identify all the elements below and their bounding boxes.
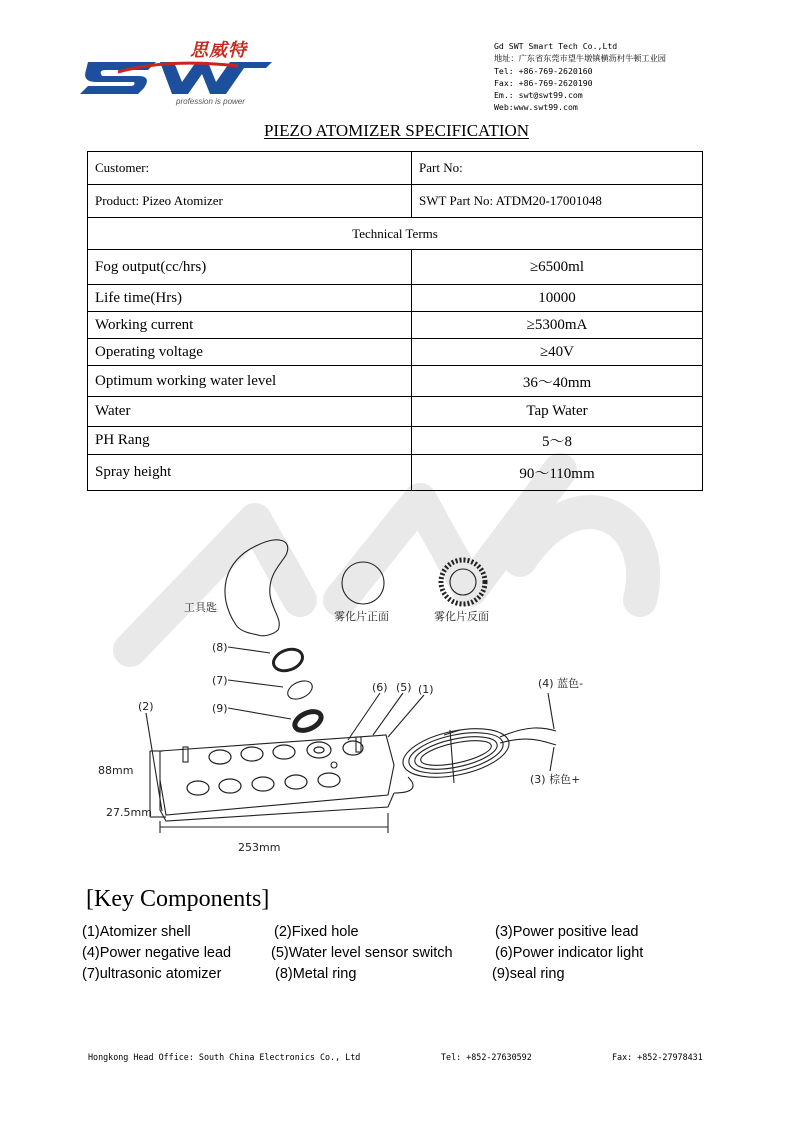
seal-ring-icon <box>292 708 324 734</box>
callout-2: (2) <box>138 700 154 713</box>
company-name: Gd SWT Smart Tech Co.,Ltd <box>494 41 618 51</box>
table-row <box>88 397 703 427</box>
spec-value: ≥40V <box>412 339 703 366</box>
callout-5: (5) <box>396 681 412 694</box>
list-row <box>82 945 702 966</box>
company-logo <box>78 36 278 110</box>
disc-back-icon <box>441 560 485 604</box>
table-row <box>88 152 703 185</box>
disc-back-label: 雾化片反面 <box>434 610 489 623</box>
dim-length-label: 253mm <box>238 841 281 854</box>
logo-slogan: profession is power <box>176 97 245 106</box>
logo-chinese-name: 思威特 <box>190 40 247 61</box>
atomizer-drawing <box>88 525 700 865</box>
footer-office: Hongkong Head Office: South China Electronics Co., Ltd <box>88 1052 361 1062</box>
spec-label: Fog output(cc/hrs) <box>88 250 412 285</box>
list-item: (1)Atomizer shell <box>82 924 191 940</box>
spec-label: Optimum working water level <box>88 366 412 397</box>
disc-front-label: 雾化片正面 <box>334 610 389 623</box>
spec-value: ≥6500ml <box>412 250 703 285</box>
tool-key-label: 工具匙 <box>184 601 217 614</box>
spec-label: PH Rang <box>88 427 412 455</box>
company-contact-block <box>494 40 666 114</box>
table-row <box>88 285 703 312</box>
table-row <box>88 218 703 250</box>
spec-label: Working current <box>88 312 412 339</box>
company-address: 地址：广东省东莞市望牛墩镇横沥村牛顿工业园 <box>494 53 666 64</box>
company-tel: Tel: +86-769-2620160 <box>494 65 593 76</box>
list-item: (5)Water level sensor switch <box>271 945 453 961</box>
spec-value: Tap Water <box>412 397 703 427</box>
table-row <box>88 366 703 397</box>
atomizer-body <box>160 735 394 821</box>
document-title: PIEZO ATOMIZER SPECIFICATION <box>263 121 530 140</box>
company-email: Em.: swt@swt99.com <box>494 90 583 101</box>
key-components-list <box>82 924 702 987</box>
callout-6: (6) <box>372 681 388 694</box>
spec-label: Life time(Hrs) <box>88 285 412 312</box>
callout-8: (8) <box>212 641 228 654</box>
spec-label: Water <box>88 397 412 427</box>
spec-label: Operating voltage <box>88 339 412 366</box>
table-row <box>88 250 703 285</box>
list-item: (6)Power indicator light <box>495 945 644 961</box>
dim-base-label: 27.5mm <box>106 806 152 819</box>
table-row <box>88 185 703 218</box>
technical-terms-header: Technical Terms <box>88 218 703 250</box>
dim-height-label: 88mm <box>98 764 134 777</box>
metal-ring-icon <box>270 645 305 674</box>
tool-key-icon <box>225 540 288 636</box>
key-components-title: [Key Components] <box>86 886 270 912</box>
list-item: (9)seal ring <box>492 966 565 982</box>
list-row <box>82 924 702 945</box>
part-no-cell: Part No: <box>412 152 703 185</box>
positive-lead-label: (3) 棕色+ <box>530 773 581 786</box>
callout-7: (7) <box>212 674 228 687</box>
company-web: Web:www.swt99.com <box>494 102 578 113</box>
list-item: (7)ultrasonic atomizer <box>82 966 222 982</box>
footer-fax: Fax: +852-27978431 <box>612 1052 703 1062</box>
company-fax: Fax: +86-769-2620190 <box>494 77 593 88</box>
table-row <box>88 339 703 366</box>
product-cell: Product: Pizeo Atomizer <box>88 185 412 218</box>
list-row <box>82 966 702 987</box>
customer-cell: Customer: <box>88 152 412 185</box>
table-row <box>88 427 703 455</box>
atomizer-disc-icon <box>285 677 315 702</box>
spec-value: ≥5300mA <box>412 312 703 339</box>
list-item: (3)Power positive lead <box>495 924 639 940</box>
list-item: (8)Metal ring <box>275 966 357 982</box>
swt-part-no-cell: SWT Part No: ATDM20-17001048 <box>412 185 703 218</box>
negative-lead-label: (4) 蓝色- <box>538 677 584 690</box>
spec-value: 36～40mm <box>412 366 703 397</box>
spec-value: 5～8 <box>412 427 703 455</box>
callout-9: (9) <box>212 702 228 715</box>
spec-value: 10000 <box>412 285 703 312</box>
list-item: (2)Fixed hole <box>274 924 359 940</box>
spec-label: Spray height <box>88 455 412 491</box>
table-row <box>88 455 703 491</box>
list-item: (4)Power negative lead <box>82 945 232 961</box>
logo-swt-mark <box>78 56 274 98</box>
spec-value: 90～110mm <box>412 455 703 491</box>
callout-1: (1) <box>418 683 434 696</box>
footer-tel: Tel: +852-27630592 <box>441 1052 532 1062</box>
table-row <box>88 312 703 339</box>
spec-table <box>87 151 703 491</box>
disc-front-icon <box>342 562 384 604</box>
